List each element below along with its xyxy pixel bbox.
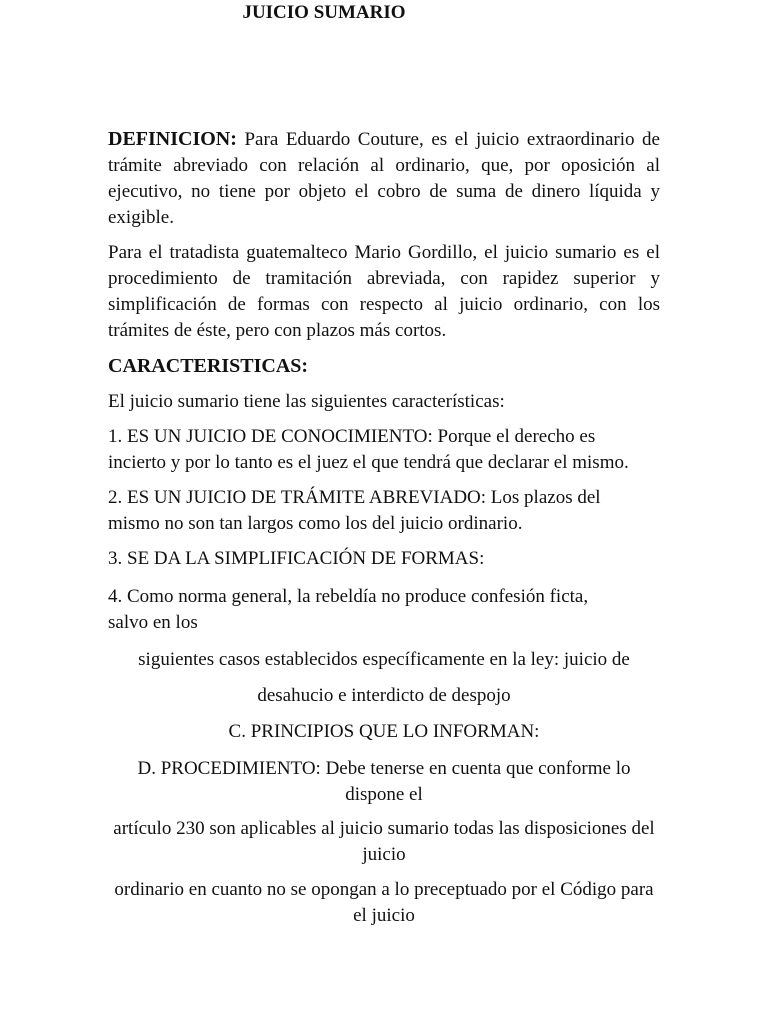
list-item-1: 1. ES UN JUICIO DE CONOCIMIENTO: Porque el derecho es incierto y por lo tanto es el juez el que tendrá que declarar el mismo. [108,426,629,473]
articulo-paragraph: artículo 230 son aplicables al juicio sumario todas las disposiciones del juicio [113,818,655,865]
principios-heading: C. PRINCIPIOS QUE LO INFORMAN: [228,721,540,742]
gordillo-paragraph: Para el tratadista guatemalteco Mario Gordillo, el juicio sumario es el procedimiento de tramitación abreviada, con rapidez superior y simplificación de formas con respecto al juicio ordinario, con los trámites de éste, pero con plazos más cortos. [108,242,660,341]
list-item-2: 2. ES UN JUICIO DE TRÁMITE ABREVIADO: Los plazos del mismo no son tan largos como los del juicio ordinario. [108,487,601,534]
ordinario-paragraph: ordinario en cuanto no se opongan a lo preceptuado por el Código para el juicio [114,879,654,926]
procedimiento-paragraph: D. PROCEDIMIENTO: Debe tenerse en cuenta que conforme lo dispone el [137,758,631,805]
list-item-4: 4. Como norma general, la rebeldía no produce confesión ficta, salvo en los [108,586,589,633]
document-title: JUICIO SUMARIO [242,2,406,23]
definicion-label: DEFINICION: [108,128,237,150]
definicion-text: Para Eduardo Couture, es el juicio extraordinario de trámite abreviado con relación al ordinario, que, por oposición al ejecutivo, no tiene por objeto el cobro de suma de dinero líquida y exigible. [108,129,660,228]
centered-line-1: siguientes casos establecidos específicamente en la ley: juicio de [138,649,630,670]
centered-line-2: desahucio e interdicto de despojo [257,685,511,706]
list-item-3: 3. SE DA LA SIMPLIFICACIÓN DE FORMAS: [108,548,485,569]
caracteristicas-heading: CARACTERISTICAS: [108,355,309,377]
definicion-paragraph [108,126,660,231]
caracteristicas-intro: El juicio sumario tiene las siguientes características: [108,391,505,412]
